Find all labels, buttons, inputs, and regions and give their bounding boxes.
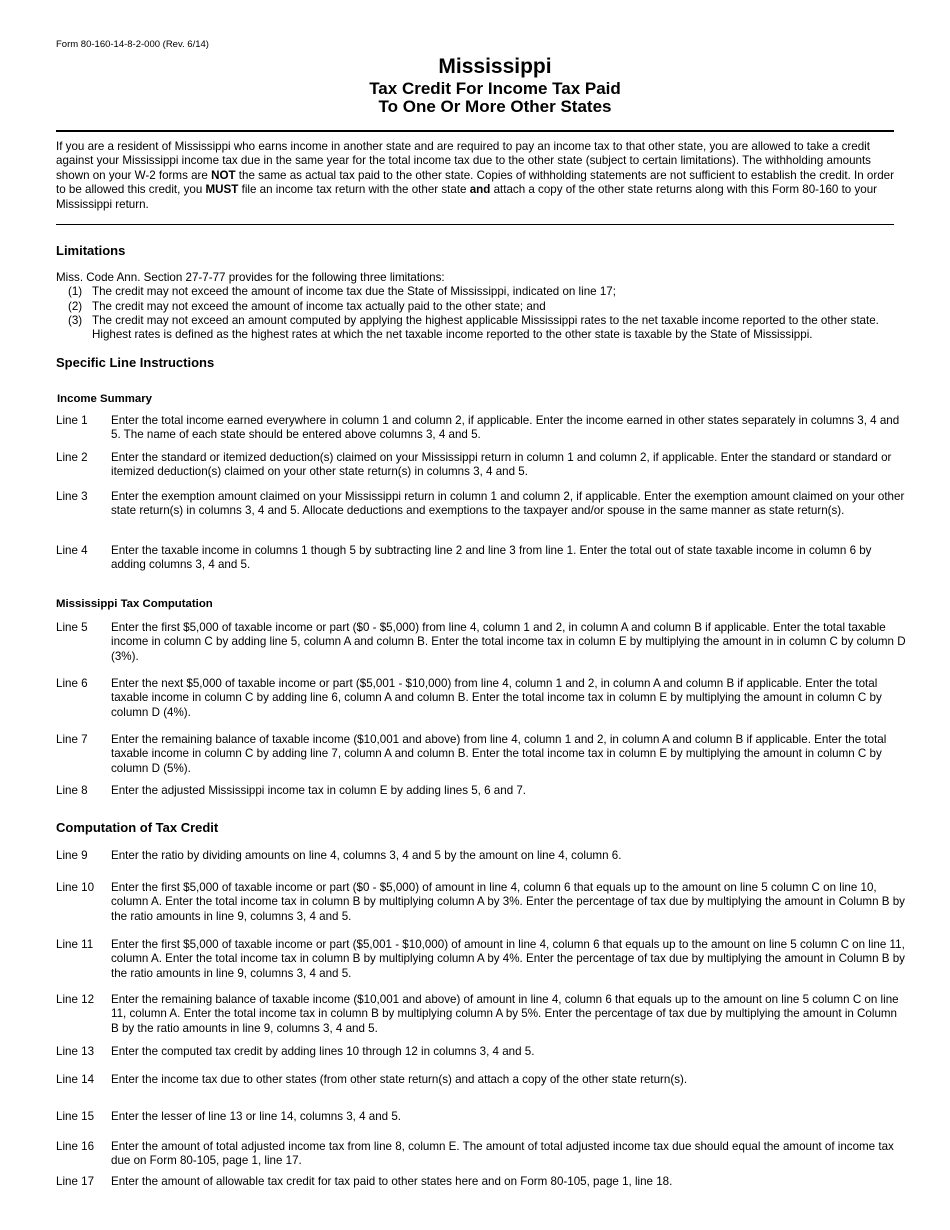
line-text: Enter the amount of allowable tax credit for tax paid to other states here and on Form 80-105, page 1, line 18. <box>111 1175 673 1188</box>
line-text: Enter the first $5,000 of taxable income or part ($0 - $5,000) from line 4, column 1 and 2, in column A and column B if applicable. Enter the total taxable income in column C by adding line 5, column A and column B. Enter the total income tax in column E by multiplying the amount in in column C by column D (3%). <box>111 621 906 663</box>
income-summary-heading: Income Summary <box>57 393 152 405</box>
intro-bold-must: MUST <box>205 183 239 197</box>
line-label: Line 15 <box>56 1110 95 1123</box>
intro-divider <box>56 224 894 225</box>
limitation-number: (3) <box>68 314 83 327</box>
line-text: Enter the adjusted Mississippi income tax in column E by adding lines 5, 6 and 7. <box>111 784 527 797</box>
limitations-intro: Miss. Code Ann. Section 27-7-77 provides for the following three limitations: <box>56 271 445 284</box>
specific-instructions-heading: Specific Line Instructions <box>56 355 215 370</box>
limitation-item <box>68 300 908 314</box>
intro-bold-not: NOT <box>211 168 236 182</box>
line-label: Line 1 <box>56 414 88 427</box>
line-label: Line 16 <box>56 1140 95 1153</box>
line-label: Line 5 <box>56 621 88 634</box>
top-divider <box>56 130 894 132</box>
limitation-text: The credit may not exceed the amount of income tax actually paid to the other state; and <box>92 300 546 313</box>
limitation-item <box>68 285 908 299</box>
line-text: Enter the lesser of line 13 or line 14, columns 3, 4 and 5. <box>111 1110 402 1123</box>
intro-text-4: attach a copy of the other state returns along with this Form 80-160 to your Mississippi return. <box>56 183 878 211</box>
line-text: Enter the income tax due to other states (from other state return(s) and attach a copy of the other state return(s). <box>111 1073 688 1086</box>
limitation-number: (2) <box>68 300 83 313</box>
line-text: Enter the first $5,000 of taxable income or part ($0 - $5,000) of amount in line 4, column 6 that equals up to the amount on line 5 column C on line 10, column A. Enter the total income tax in column B by multiplying column A by 3%. Enter the percentage of tax due by multiplying the amount in Column B by the ratio amounts in line 9, columns 3, 4 and 5. <box>111 881 905 923</box>
limitations-heading: Limitations <box>56 243 126 258</box>
line-label: Line 8 <box>56 784 88 797</box>
computation-of-tax-credit-heading: Computation of Tax Credit <box>56 820 219 835</box>
line-label: Line 12 <box>56 993 95 1006</box>
line-text: Enter the next $5,000 of taxable income or part ($5,001 - $10,000) from line 4, column 1 and 2, in column A and column B if applicable. Enter the total taxable income in column C by adding line 6, column A and column B. Enter the total income tax in column E by multiplying the amount in column C by column D (4%). <box>111 677 882 719</box>
line-text: Enter the remaining balance of taxable income ($10,001 and above) of amount in line 4, column 6 that equals up to the amount on line 5 column C on line 11, column A. Enter the total income tax in column B by multiplying column A by 5%. Enter the percentage of tax due by multiplying the amount in Column B by the ratio amounts in line 9, columns 3, 4 and 5. <box>111 993 899 1035</box>
intro-text-3: file an income tax return with the other state <box>238 183 470 197</box>
line-label: Line 13 <box>56 1045 95 1058</box>
line-text: Enter the total income earned everywhere in column 1 and column 2, if applicable. Enter the income earned in other states separately in columns 3, 4 and 5. The name of each state should be entered above columns 3, 4 and 5. <box>111 414 900 442</box>
ms-tax-computation-heading: Mississippi Tax Computation <box>56 598 213 610</box>
intro-bold-and: and <box>469 183 491 197</box>
line-text: Enter the ratio by dividing amounts on line 4, columns 3, 4 and 5 by the amount on line 4, column 6. <box>111 849 622 862</box>
limitation-number: (1) <box>68 285 83 298</box>
limitation-text: The credit may not exceed the amount of income tax due the State of Mississippi, indicated on line 17; <box>92 285 616 298</box>
line-text: Enter the computed tax credit by adding lines 10 through 12 in columns 3, 4 and 5. <box>111 1045 535 1058</box>
limitation-item <box>68 314 908 342</box>
line-label: Line 17 <box>56 1175 95 1188</box>
line-text: Enter the taxable income in columns 1 though 5 by subtracting line 2 and line 3 from line 1. Enter the total out of state taxable income in column 6 by adding columns 3, 4 and 5. <box>111 544 872 572</box>
line-label: Line 10 <box>56 881 95 894</box>
line-label: Line 6 <box>56 677 88 690</box>
limitation-text: The credit may not exceed an amount computed by applying the highest applicable Mississippi rates to the net taxable income reported to the other state. Highest rates is defined as the highest rates at which the net taxable income reported to the other state is taxable by the State of Mississippi. <box>92 314 879 342</box>
intro-paragraph <box>56 140 902 212</box>
form-title-state: Mississippi <box>438 55 552 78</box>
intro-text-1: If you are a resident of Mississippi who earns income in another state and are required to pay an income tax to that other state, you are allowed to take a credit against your Mississippi income tax due in the same year for the total income tax due to the other state (subject to certain limitations). The withholding amounts shown on your W-2 forms are <box>56 140 871 182</box>
form-title-line3: To One Or More Other States <box>378 97 612 116</box>
line-label: Line 4 <box>56 544 88 557</box>
line-label: Line 7 <box>56 733 88 746</box>
line-label: Line 11 <box>56 938 94 951</box>
line-text: Enter the first $5,000 of taxable income or part ($5,001 - $10,000) of amount in line 4, column 6 that equals up to the amount on line 5 column C on line 11, column A. Enter the total income tax in column B by multiplying column A by 4%. Enter the percentage of tax due by multiplying the amount in Column B by the ratio amounts in line 9, columns 3, 4 and 5. <box>111 938 905 980</box>
line-label: Line 9 <box>56 849 88 862</box>
form-number: Form 80-160-14-8-2-000 (Rev. 6/14) <box>56 39 209 50</box>
line-text: Enter the amount of total adjusted income tax from line 8, column E. The amount of total adjusted income tax due should equal the amount of income tax due on Form 80-105, page 1, line 17. <box>111 1140 894 1168</box>
line-label: Line 3 <box>56 490 88 503</box>
line-label: Line 2 <box>56 451 88 464</box>
line-text: Enter the exemption amount claimed on your Mississippi return in column 1 and column 2, if applicable. Enter the exemption amount claimed on your other state return(s) in columns 3, 4 and 5. Allocate deductions and exemptions to the taxpayer and/or spouse in the same manner as state return(s). <box>111 490 905 518</box>
line-label: Line 14 <box>56 1073 95 1086</box>
line-text: Enter the remaining balance of taxable income ($10,001 and above) from line 4, column 1 and 2, in column A and column B if applicable. Enter the total taxable income in column C by adding line 7, column A and column B. Enter the total income tax in column E by multiplying the amount in column C by column D (5%). <box>111 733 887 775</box>
line-text: Enter the standard or itemized deduction(s) claimed on your Mississippi return in column 1 and column 2, if applicable. Enter the standard or standard or itemized deduction(s) claimed on your other state return(s) in columns 3, 4 and 5. <box>111 451 892 479</box>
form-title-line2: Tax Credit For Income Tax Paid <box>369 79 621 98</box>
intro-text-2: the same as actual tax paid to the other state. Copies of withholding statements are not sufficient to establish the credit. In order to be allowed this credit, you <box>56 168 894 197</box>
